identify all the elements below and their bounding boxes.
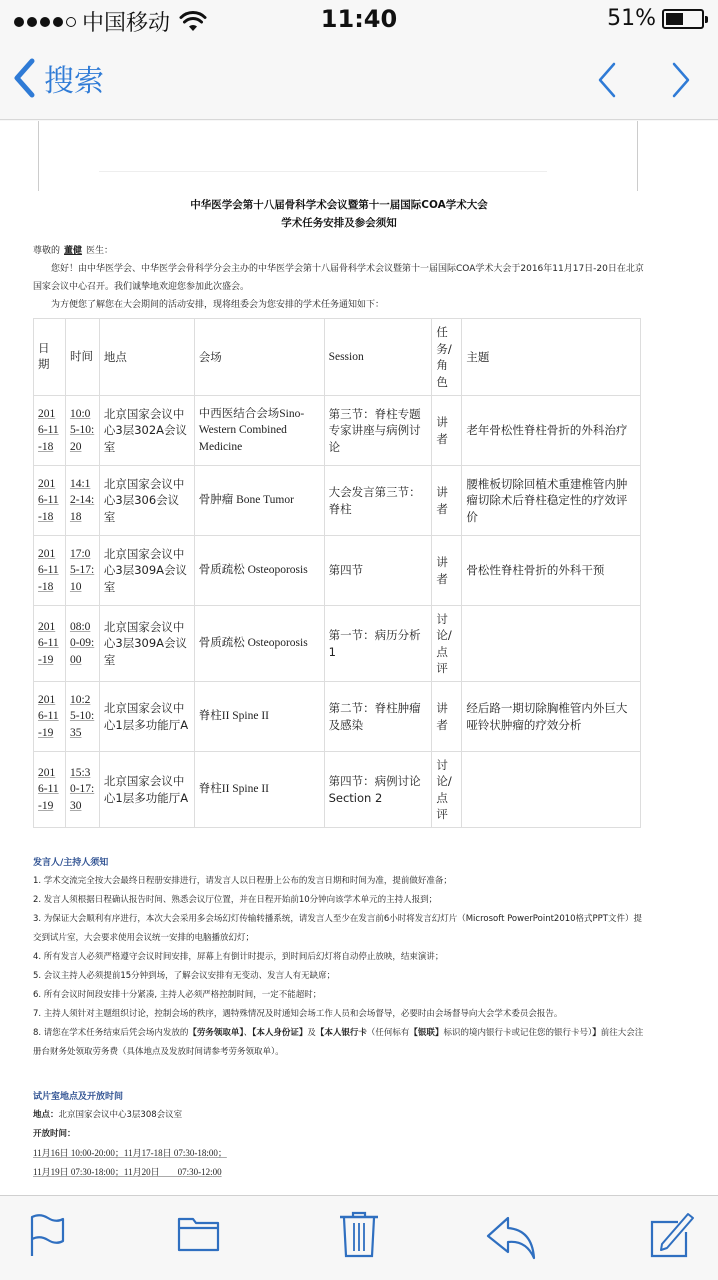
status-bar — [0, 0, 718, 40]
navigation-bar — [0, 40, 718, 120]
cell-location: 北京国家会议中心3层309A会议室 — [99, 536, 194, 606]
preview-room-hours-label: 开放时间： — [33, 1129, 76, 1139]
cell-role: 讲者 — [432, 396, 462, 466]
notice-item-8: 8. 请您在学术任务结束后凭会场内发放的【劳务领取单】、【本人身份证】及【本人银行卡（任何标有【银联】标识的境内银行卡或记住您的银行卡号）】前往大会注册台财务处领取劳务费（具体地点及发放时间请参考劳务领取单）。 — [33, 1028, 644, 1057]
table-row — [34, 752, 641, 828]
cell-location: 北京国家会议中心3层306会议室 — [99, 466, 194, 536]
greeting-suffix: 医生： — [86, 246, 114, 256]
back-button[interactable] — [12, 56, 104, 100]
notice-item-7: 7. 主持人须针对主题组织讨论，控制会场的秩序，遇特殊情况及时通知会场工作人员和会场督导，必要时由会场督导向大会学术委员会报告。 — [33, 1009, 563, 1019]
intro-paragraph-2: 为方便您了解您在大会期间的活动安排，现将组委会为您安排的学术任务通知如下： — [51, 300, 385, 310]
cell-location: 北京国家会议中心3层309A会议室 — [99, 606, 194, 682]
preview-room-location: 地点：北京国家会议中心3层308会议室 — [33, 1110, 183, 1120]
cell-session: 大会发言第三节：脊柱 — [324, 466, 432, 536]
document — [33, 196, 645, 1226]
flag-icon[interactable] — [28, 1214, 68, 1258]
cell-location: 北京国家会议中心1层多功能厅A — [99, 682, 194, 752]
cell-time: 10:05-10:20 — [65, 396, 99, 466]
cell-topic: 骨松性脊柱骨折的外科干预 — [462, 536, 641, 606]
status-right — [607, 6, 704, 31]
notice-item-5: 5. 会议主持人必须提前15分钟到场，了解会议安排有无变动、发言人有无缺席； — [33, 971, 336, 981]
bottom-toolbar — [0, 1195, 718, 1280]
notice-item-3: 3. 为保证大会顺利有序进行，本次大会采用多会场幻灯传输转播系统，请发言人至少在发言前6小时将发言幻灯片（Microsoft PowerPoint2010格式PPT文件）提交到试片室，大会要求使用会议统一安排的电脑播放幻灯； — [33, 914, 642, 943]
cell-role: 讲者 — [432, 536, 462, 606]
cell-venue: 中西医结合会场Sino-Western Combined Medicine — [194, 396, 324, 466]
cell-session: 第四节 — [324, 536, 432, 606]
preview-room-title: 试片室地点及开放时间 — [33, 1092, 124, 1102]
battery-icon — [662, 9, 704, 29]
cell-topic — [462, 606, 641, 682]
cell-session: 第三节：脊柱专题专家讲座与病例讨论 — [324, 396, 432, 466]
message-navigation — [596, 62, 692, 98]
table-row — [34, 466, 641, 536]
cell-location: 北京国家会议中心1层多功能厅A — [99, 752, 194, 828]
cell-venue: 脊柱II Spine II — [194, 752, 324, 828]
cell-date: 2016-11-18 — [34, 466, 66, 536]
recipient-name: 董健 — [64, 246, 83, 256]
cell-venue: 骨质疏松 Osteoporosis — [194, 606, 324, 682]
notice-item-2: 2. 发言人须根据日程确认报告时间、熟悉会议厅位置，并在日程开始前10分钟向该学术单元的主持人报到； — [33, 895, 438, 905]
cell-session: 第二节：脊柱肿瘤及感染 — [324, 682, 432, 752]
cell-date: 2016-11-18 — [34, 536, 66, 606]
table-row — [34, 682, 641, 752]
cell-session: 第四节：病例讨论 Section 2 — [324, 752, 432, 828]
header-role: 任务/角色 — [432, 319, 462, 396]
previous-message-button[interactable] — [596, 62, 618, 98]
schedule-table — [33, 318, 641, 828]
carrier-name: 中国移动 — [82, 11, 171, 36]
greeting-prefix: 尊敬的 — [33, 246, 61, 256]
cell-time: 14:12-14:18 — [65, 466, 99, 536]
cell-time: 15:30-17:30 — [65, 752, 99, 828]
next-message-button[interactable] — [670, 62, 692, 98]
cell-time: 10:25-10:35 — [65, 682, 99, 752]
header-location: 地点 — [99, 319, 194, 396]
cell-role: 讨论/点评 — [432, 606, 462, 682]
back-label: 搜索 — [44, 64, 104, 99]
cell-time: 08:00-09:00 — [65, 606, 99, 682]
table-row — [34, 536, 641, 606]
cell-topic: 经后路一期切除胸椎管内外巨大哑铃状肿瘤的疗效分析 — [462, 682, 641, 752]
header-topic: 主题 — [462, 319, 641, 396]
document-title — [33, 196, 645, 232]
status-time: 11:40 — [320, 5, 398, 33]
cell-topic — [462, 752, 641, 828]
cell-role: 讨论/点评 — [432, 752, 462, 828]
notice-item-6: 6. 所有会议时间段安排十分紧凑, 主持人必须严格控制时间，一定不能超时； — [33, 990, 322, 1000]
email-body[interactable] — [0, 121, 718, 1195]
chevron-left-icon — [12, 58, 36, 98]
cell-topic: 腰椎板切除回植术重建椎管内肿瘤切除术后脊柱稳定性的疗效评价 — [462, 466, 641, 536]
intro-paragraph-1: 您好！由中华医学会、中华医学会骨科学分会主办的中华医学会第十八届骨科学术会议暨第十一届国际COA学术大会于2016年11月17日-20日在北京国家会议中心召开。我们诚挚地欢迎您参加此次盛会。 — [33, 264, 644, 292]
reply-icon[interactable] — [486, 1216, 538, 1260]
preview-room-hours-2: 11月19日 07:30-18:00；11月20日 07:30-12:00 — [33, 1167, 222, 1177]
table-row — [34, 606, 641, 682]
notice-item-4: 4. 所有发言人必须严格遵守会议时间安排，屏幕上有倒计时提示，到时间后幻灯将自动停止放映，结束演讲； — [33, 952, 444, 962]
trash-icon[interactable] — [338, 1210, 380, 1260]
header-session: Session — [324, 319, 432, 396]
header-time: 时间 — [65, 319, 99, 396]
cell-time: 17:05-17:10 — [65, 536, 99, 606]
cell-date: 2016-11-19 — [34, 682, 66, 752]
cell-venue: 骨质疏松 Osteoporosis — [194, 536, 324, 606]
cell-venue: 骨肿瘤 Bone Tumor — [194, 466, 324, 536]
document-header-frame — [38, 121, 638, 191]
header-date: 日期 — [34, 319, 66, 396]
greeting — [33, 242, 645, 260]
speaker-notice-title: 发言人/主持人须知 — [33, 858, 109, 868]
cell-date: 2016-11-19 — [34, 606, 66, 682]
cell-role: 讲者 — [432, 466, 462, 536]
preview-room-hours-1: 11月16日 10:00-20:00；11月17-18日 07:30-18:00； — [33, 1148, 227, 1158]
notice-item-1: 1. 学术交流完全按大会最终日程册安排进行，请发言人以日程册上公布的发言日期和时间为准，提前做好准备； — [33, 876, 452, 886]
cell-date: 2016-11-19 — [34, 752, 66, 828]
compose-icon[interactable] — [648, 1210, 696, 1260]
cell-date: 2016-11-18 — [34, 396, 66, 466]
title-line-2: 学术任务安排及参会须知 — [281, 217, 397, 229]
speaker-notice-list — [33, 872, 645, 1024]
battery-percent: 51% — [607, 6, 656, 31]
table-row — [34, 396, 641, 466]
cell-topic: 老年骨松性脊柱骨折的外科治疗 — [462, 396, 641, 466]
cell-venue: 脊柱II Spine II — [194, 682, 324, 752]
header-venue: 会场 — [194, 319, 324, 396]
title-line-1: 中华医学会第十八届骨科学术会议暨第十一届国际COA学术大会 — [190, 199, 488, 211]
folder-icon[interactable] — [176, 1214, 222, 1254]
table-header-row — [34, 319, 641, 396]
cell-location: 北京国家会议中心3层302A会议室 — [99, 396, 194, 466]
cell-role: 讲者 — [432, 682, 462, 752]
cell-session: 第一节：病历分析1 — [324, 606, 432, 682]
